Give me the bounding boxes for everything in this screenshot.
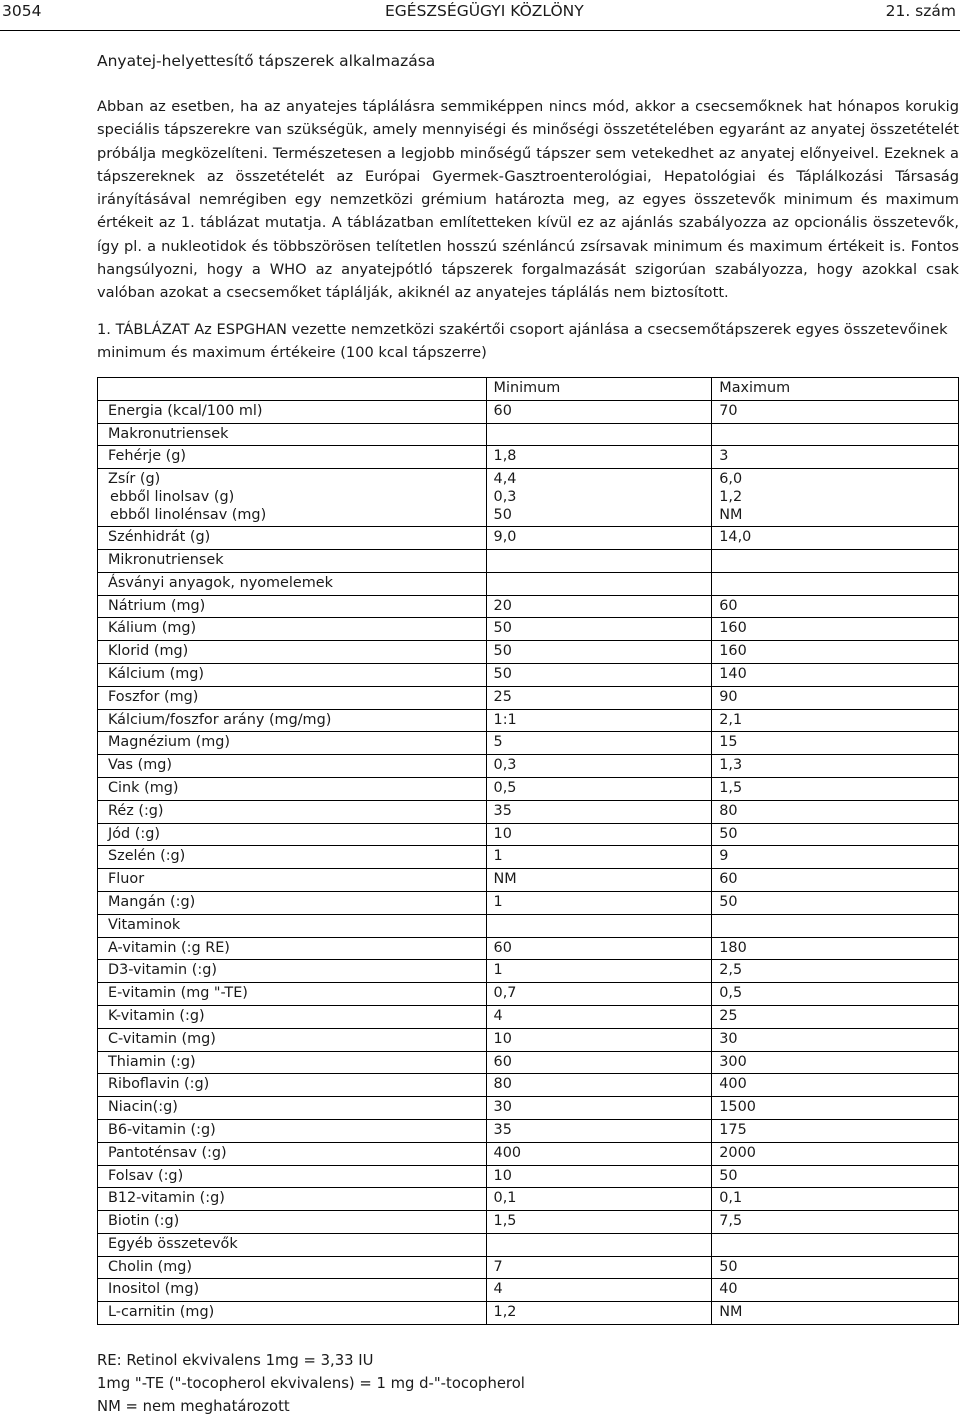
minimum-cell: 80	[486, 1074, 712, 1097]
maximum-cell: 180	[712, 937, 959, 960]
maximum-cell: 50	[712, 1256, 959, 1279]
table-row	[98, 1256, 959, 1279]
cell-line: ebből linolsav (g)	[110, 489, 235, 506]
minimum-cell: 50	[486, 641, 712, 664]
maximum-cell	[712, 423, 959, 446]
nutrient-cell: Jód (:g)	[98, 823, 487, 846]
minimum-cell: 50	[486, 663, 712, 686]
cell-line: ebből linolénsav (mg)	[110, 507, 267, 524]
maximum-cell: 50	[712, 1165, 959, 1188]
maximum-cell: 2000	[712, 1142, 959, 1165]
table-row	[98, 960, 959, 983]
nutrient-cell: C-vitamin (mg)	[98, 1028, 487, 1051]
maximum-cell: 60	[712, 869, 959, 892]
maximum-cell: 2,5	[712, 960, 959, 983]
minimum-cell: 5	[486, 732, 712, 755]
nutrient-cell: B12-vitamin (:g)	[98, 1188, 487, 1211]
nutrient-cell: Magnézium (mg)	[98, 732, 487, 755]
cell-line: 1,2	[719, 489, 743, 506]
maximum-cell: 3	[712, 446, 959, 469]
minimum-cell: 4	[486, 1279, 712, 1302]
minimum-cell	[486, 572, 712, 595]
table-row	[98, 1051, 959, 1074]
table-row	[98, 1142, 959, 1165]
nutrient-cell: Fehérje (g)	[98, 446, 487, 469]
table-row	[98, 1028, 959, 1051]
nutrient-cell	[98, 469, 487, 527]
nutrient-cell: L-carnitin (mg)	[98, 1302, 487, 1325]
nutrient-cell: Klorid (mg)	[98, 641, 487, 664]
header-cell-maximum: Maximum	[712, 378, 959, 401]
minimum-cell: 1	[486, 891, 712, 914]
nutrient-cell: Szelén (:g)	[98, 846, 487, 869]
table-row	[98, 1188, 959, 1211]
minimum-cell: 9,0	[486, 527, 712, 550]
table-row	[98, 846, 959, 869]
table-row	[98, 400, 959, 423]
minimum-cell	[486, 1233, 712, 1256]
footnote-nm: NM = nem meghatározott	[97, 1397, 290, 1415]
nutrient-cell: A-vitamin (:g RE)	[98, 937, 487, 960]
table-row	[98, 914, 959, 937]
minimum-cell: NM	[486, 869, 712, 892]
minimum-cell: 1,5	[486, 1211, 712, 1234]
maximum-cell: 15	[712, 732, 959, 755]
nutrient-cell: Kálcium/foszfor arány (mg/mg)	[98, 709, 487, 732]
cell-line: 0,3	[493, 489, 517, 506]
footnote-tocopherol: 1mg "-TE ("-tocopherol ekvivalens) = 1 mg d-"-tocopherol	[97, 1374, 525, 1392]
table-row	[98, 1165, 959, 1188]
table-caption: 1. TÁBLÁZAT Az ESPGHAN vezette nemzetközi szakértői csoport ajánlása a csecsemőtápszerek egyes összetevőinek minimum és maximum értékeire (100 kcal tápszerre)	[97, 321, 948, 361]
page-header	[0, 2, 960, 24]
table-row	[98, 469, 959, 527]
nutrient-cell: E-vitamin (mg "-TE)	[98, 983, 487, 1006]
table-row	[98, 869, 959, 892]
cell-line: 6,0	[719, 471, 743, 488]
table-row	[98, 572, 959, 595]
nutrient-table-body	[98, 378, 959, 1325]
minimum-cell: 35	[486, 800, 712, 823]
nutrient-table	[97, 377, 959, 1325]
minimum-cell: 0,3	[486, 755, 712, 778]
minimum-cell: 400	[486, 1142, 712, 1165]
table-row	[98, 618, 959, 641]
maximum-cell	[712, 549, 959, 572]
nutrient-cell: Inositol (mg)	[98, 1279, 487, 1302]
table-row	[98, 732, 959, 755]
maximum-cell: 80	[712, 800, 959, 823]
table-row	[98, 1005, 959, 1028]
nutrient-cell: Folsav (:g)	[98, 1165, 487, 1188]
table-row	[98, 1233, 959, 1256]
nutrient-cell: B6-vitamin (:g)	[98, 1119, 487, 1142]
maximum-cell: NM	[712, 1302, 959, 1325]
maximum-cell	[712, 572, 959, 595]
maximum-cell: 14,0	[712, 527, 959, 550]
nutrient-cell: Egyéb összetevők	[98, 1233, 487, 1256]
nutrient-cell: Mikronutriensek	[98, 549, 487, 572]
minimum-cell: 60	[486, 400, 712, 423]
table-row	[98, 446, 959, 469]
table-row	[98, 1302, 959, 1325]
table-row	[98, 641, 959, 664]
table-row	[98, 823, 959, 846]
nutrient-cell: Ásványi anyagok, nyomelemek	[98, 572, 487, 595]
maximum-cell: 7,5	[712, 1211, 959, 1234]
maximum-cell	[712, 469, 959, 527]
nutrient-cell: Niacin(:g)	[98, 1097, 487, 1120]
nutrient-cell: Pantoténsav (:g)	[98, 1142, 487, 1165]
minimum-cell	[486, 423, 712, 446]
nutrient-cell: Szénhidrát (g)	[98, 527, 487, 550]
nutrient-cell: Kálium (mg)	[98, 618, 487, 641]
journal-title: EGÉSZSÉGÜGYI KÖZLÖNY	[385, 2, 584, 20]
maximum-cell: 0,5	[712, 983, 959, 1006]
table-row	[98, 663, 959, 686]
minimum-cell: 1	[486, 846, 712, 869]
maximum-cell: 160	[712, 641, 959, 664]
maximum-cell: 25	[712, 1005, 959, 1028]
maximum-cell: 40	[712, 1279, 959, 1302]
issue-number: 21. szám	[885, 2, 956, 20]
maximum-cell: 2,1	[712, 709, 959, 732]
minimum-cell: 1,2	[486, 1302, 712, 1325]
table-row	[98, 755, 959, 778]
nutrient-cell: Fluor	[98, 869, 487, 892]
maximum-cell: 1,5	[712, 777, 959, 800]
footnote-retinol: RE: Retinol ekvivalens 1mg = 3,33 IU	[97, 1352, 374, 1369]
maximum-cell: 140	[712, 663, 959, 686]
minimum-cell: 1,8	[486, 446, 712, 469]
minimum-cell: 10	[486, 1028, 712, 1051]
nutrient-cell: Energia (kcal/100 ml)	[98, 400, 487, 423]
minimum-cell: 0,5	[486, 777, 712, 800]
cell-line: Zsír (g)	[108, 471, 161, 488]
minimum-cell	[486, 914, 712, 937]
minimum-cell: 20	[486, 595, 712, 618]
nutrient-cell: K-vitamin (:g)	[98, 1005, 487, 1028]
nutrient-cell: Kálcium (mg)	[98, 663, 487, 686]
maximum-cell: 70	[712, 400, 959, 423]
body-paragraph: Abban az esetben, ha az anyatejes táplálásra semmiképpen nincs mód, akkor a csecsemőknek hat hónapos korukig speciális tápszerekre van szükségük, amely mennyiségi és minőségi összetételében egyaránt az anyatej összetételét próbálja megközelíteni. Természetesen a legjobb minőségű tápszer sem vetekedhet az anyatej előnyeivel. Ezeknek a tápszereknek az összetételét az Európai Gyermek-Gasztroenterológiai, Hepatológiai és Táplálkozási Társaság irányításával nemrégiben egy nemzetközi grémium határozta meg, az egyes összetevők minimum és maximum értékeit az 1. táblázat mutatja. A táblázatban említetteken kívül ez az ajánlás szabályozza az opcionális összetevők, így pl. a nukleotidok és többszörösen telítetlen hosszú szénláncú zsírsavak minimum és maximum értékeit is. Fontos hangsúlyozni, hogy a WHO az anyatejpótló tápszerek forgalmazását szigorúan szabályozza, hogy azokkal csak valóban azokat a csecsemőket táplálják, akiknél az anyatejes táplálás nem biztosított.	[97, 98, 959, 302]
maximum-cell: 50	[712, 823, 959, 846]
minimum-cell: 4	[486, 1005, 712, 1028]
nutrient-cell: Riboflavin (:g)	[98, 1074, 487, 1097]
table-header-row	[98, 378, 959, 401]
table-row	[98, 709, 959, 732]
table-row	[98, 1097, 959, 1120]
cell-line: 50	[493, 507, 512, 524]
minimum-cell: 50	[486, 618, 712, 641]
nutrient-cell: Cink (mg)	[98, 777, 487, 800]
table-footnotes	[97, 1350, 525, 1418]
maximum-cell: 60	[712, 595, 959, 618]
maximum-cell: 160	[712, 618, 959, 641]
cell-line: NM	[719, 507, 743, 524]
minimum-cell: 35	[486, 1119, 712, 1142]
table-row	[98, 937, 959, 960]
nutrient-cell: Makronutriensek	[98, 423, 487, 446]
minimum-cell: 30	[486, 1097, 712, 1120]
maximum-cell	[712, 1233, 959, 1256]
nutrient-cell: Thiamin (:g)	[98, 1051, 487, 1074]
maximum-cell: 1500	[712, 1097, 959, 1120]
header-divider	[0, 30, 960, 31]
minimum-cell: 60	[486, 1051, 712, 1074]
table-row	[98, 595, 959, 618]
table-row	[98, 1119, 959, 1142]
maximum-cell: 175	[712, 1119, 959, 1142]
minimum-cell	[486, 549, 712, 572]
minimum-cell: 0,7	[486, 983, 712, 1006]
minimum-cell	[486, 469, 712, 527]
maximum-cell: 0,1	[712, 1188, 959, 1211]
nutrient-cell: Cholin (mg)	[98, 1256, 487, 1279]
table-row	[98, 983, 959, 1006]
minimum-cell: 0,1	[486, 1188, 712, 1211]
nutrient-cell: Réz (:g)	[98, 800, 487, 823]
table-row	[98, 1279, 959, 1302]
maximum-cell: 400	[712, 1074, 959, 1097]
table-row	[98, 1074, 959, 1097]
minimum-cell: 7	[486, 1256, 712, 1279]
minimum-cell: 10	[486, 823, 712, 846]
minimum-cell: 60	[486, 937, 712, 960]
nutrient-cell: Vitaminok	[98, 914, 487, 937]
table-row	[98, 423, 959, 446]
table-row	[98, 891, 959, 914]
nutrient-cell: Foszfor (mg)	[98, 686, 487, 709]
nutrient-cell: Nátrium (mg)	[98, 595, 487, 618]
nutrient-cell: Biotin (:g)	[98, 1211, 487, 1234]
minimum-cell: 25	[486, 686, 712, 709]
cell-line: 4,4	[493, 471, 517, 488]
maximum-cell: 9	[712, 846, 959, 869]
table-row	[98, 777, 959, 800]
nutrient-cell: Mangán (:g)	[98, 891, 487, 914]
table-row	[98, 686, 959, 709]
maximum-cell: 30	[712, 1028, 959, 1051]
section-title: Anyatej-helyettesítő tápszerek alkalmazása	[97, 52, 436, 70]
header-cell-minimum: Minimum	[486, 378, 712, 401]
maximum-cell	[712, 914, 959, 937]
table-row	[98, 549, 959, 572]
nutrient-cell: Vas (mg)	[98, 755, 487, 778]
maximum-cell: 90	[712, 686, 959, 709]
header-cell-nutrient	[98, 378, 487, 401]
page-number: 3054	[2, 2, 42, 20]
table-row	[98, 1211, 959, 1234]
maximum-cell: 1,3	[712, 755, 959, 778]
table-row	[98, 527, 959, 550]
minimum-cell: 10	[486, 1165, 712, 1188]
table-row	[98, 800, 959, 823]
maximum-cell: 50	[712, 891, 959, 914]
minimum-cell: 1	[486, 960, 712, 983]
maximum-cell: 300	[712, 1051, 959, 1074]
minimum-cell: 1:1	[486, 709, 712, 732]
nutrient-cell: D3-vitamin (:g)	[98, 960, 487, 983]
